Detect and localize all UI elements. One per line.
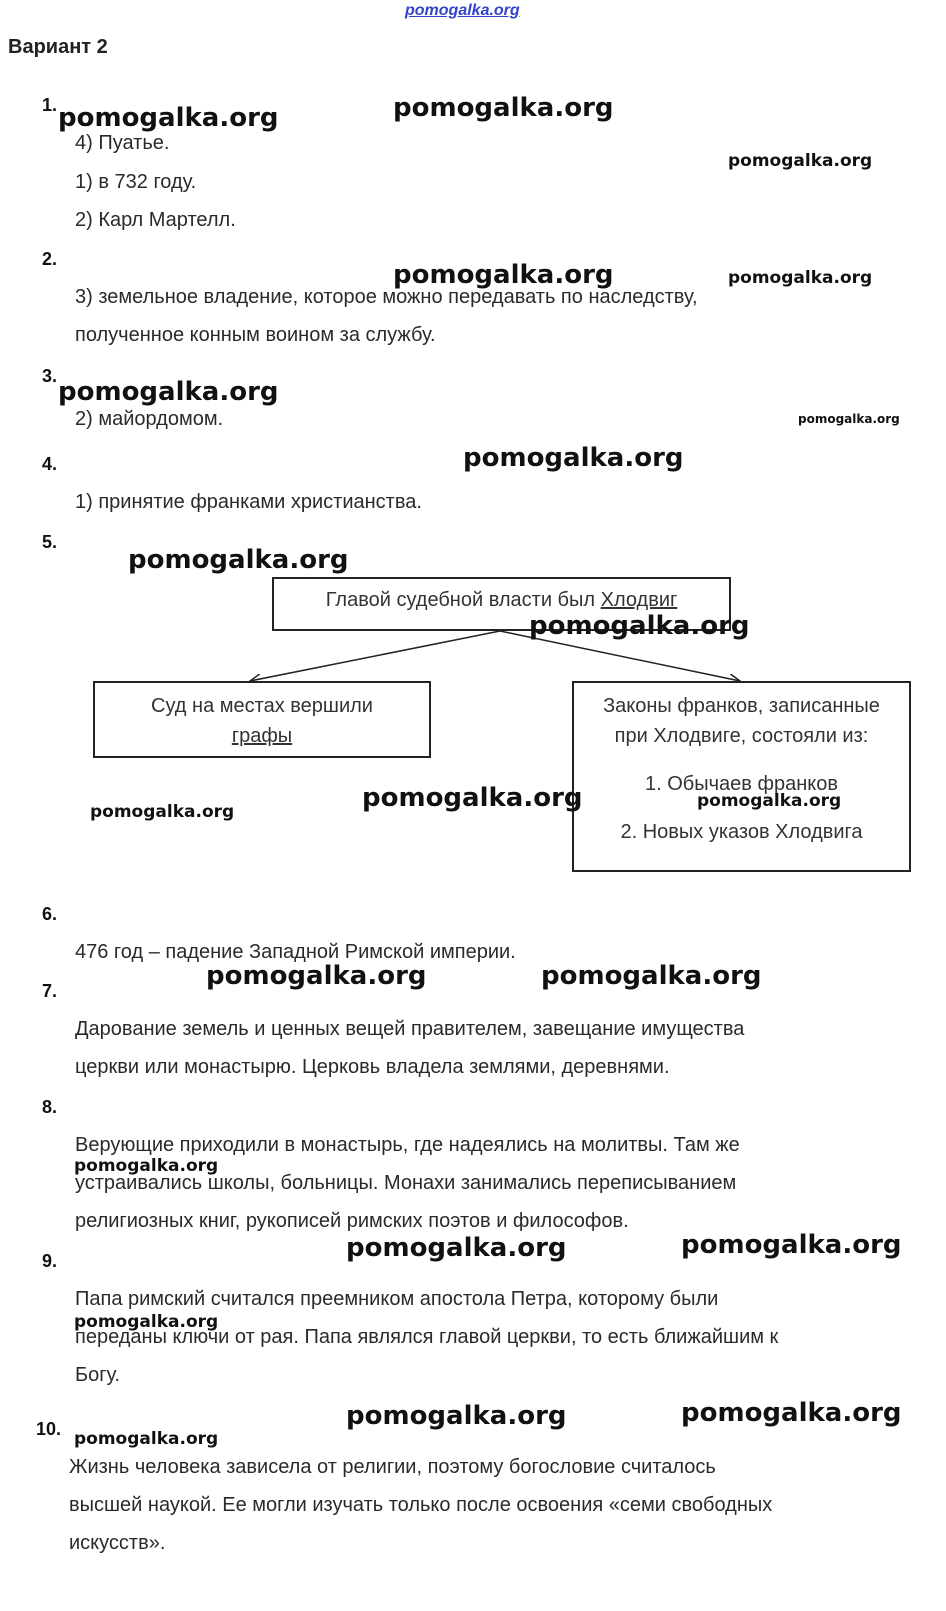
watermark: pomogalka.org <box>128 545 349 575</box>
answer-line: 476 год – падение Западной Римской империи. <box>75 941 516 963</box>
watermark: pomogalka.org <box>798 412 900 426</box>
diagram-right-box <box>572 681 911 872</box>
site-link[interactable]: pomogalka.org <box>405 2 520 19</box>
answer-line: высшей наукой. Ее могли изучать только после освоения «семи свободных <box>69 1494 773 1516</box>
question-number-5: 5. <box>42 532 58 552</box>
answer-line: полученное конным воином за службу. <box>75 324 436 346</box>
right-box-line: Законы франков, записанные <box>603 695 880 717</box>
watermark: pomogalka.org <box>58 103 279 133</box>
watermark: pomogalka.org <box>681 1398 902 1428</box>
watermark: pomogalka.org <box>541 961 762 991</box>
left-box-line: Суд на местах вершили <box>151 695 373 717</box>
question-number-9: 9. <box>42 1251 58 1271</box>
question-number-4: 4. <box>42 454 58 474</box>
question-number-10: 10. <box>36 1419 62 1439</box>
question-number-7: 7. <box>42 981 58 1001</box>
answer-line: 4) Пуатье. <box>75 132 170 154</box>
top-box-underlined: Хлодвиг <box>600 589 678 611</box>
answer-line: 1) принятие франками христианства. <box>75 491 422 513</box>
question-number-2: 2. <box>42 249 58 269</box>
watermark: pomogalka.org <box>681 1230 902 1260</box>
left-box-underlined: графы <box>231 725 293 747</box>
answer-line: 3) земельное владение, которое можно передавать по наследству, <box>75 286 698 308</box>
watermark: pomogalka.org <box>728 151 873 171</box>
answer-line: устраивались школы, больницы. Монахи занимались переписыванием <box>75 1172 737 1194</box>
watermark: pomogalka.org <box>463 443 684 473</box>
watermark: pomogalka.org <box>74 1429 219 1449</box>
watermark: pomogalka.org <box>728 268 873 288</box>
watermark: pomogalka.org <box>346 1401 567 1431</box>
arrow-to-left-box <box>250 631 500 681</box>
question-number-6: 6. <box>42 904 58 924</box>
watermark: pomogalka.org <box>529 611 750 641</box>
answer-line: Дарование земель и ценных вещей правителем, завещание имущества <box>75 1018 745 1040</box>
right-box-line: при Хлодвиге, состояли из: <box>614 725 869 747</box>
answer-line: Верующие приходили в монастырь, где надеялись на молитвы. Там же <box>75 1134 740 1156</box>
question-number-8: 8. <box>42 1097 58 1117</box>
answer-line: церкви или монастырю. Церковь владела землями, деревнями. <box>75 1056 670 1078</box>
right-box-item: 2. Новых указов Хлодвига <box>620 821 863 843</box>
watermark: pomogalka.org <box>74 1312 219 1332</box>
answer-line: Папа римский считался преемником апостола Петра, которому были <box>75 1288 719 1310</box>
answer-line: Жизнь человека зависела от религии, поэтому богословие считалось <box>69 1456 716 1478</box>
watermark: pomogalka.org <box>90 802 235 822</box>
watermark: pomogalka.org <box>697 791 842 811</box>
page-title: Вариант 2 <box>8 36 108 58</box>
watermark: pomogalka.org <box>58 377 279 407</box>
top-box-text: Главой судебной власти был <box>325 589 601 611</box>
watermark: pomogalka.org <box>362 783 583 813</box>
right-box-item: 1. Обычаев франков <box>645 773 838 795</box>
answer-line: искусств». <box>69 1532 166 1554</box>
watermark: pomogalka.org <box>74 1156 219 1176</box>
watermark: pomogalka.org <box>393 93 614 123</box>
question-number-3: 3. <box>42 366 58 386</box>
diagram-left-box <box>93 681 431 758</box>
watermark: pomogalka.org <box>206 961 427 991</box>
watermark: pomogalka.org <box>346 1233 567 1263</box>
answer-line: 2) майордомом. <box>75 408 224 430</box>
answer-line: религиозных книг, рукописей римских поэтов и философов. <box>75 1210 629 1232</box>
answer-line: переданы ключи от рая. Папа являлся главой церкви, то есть ближайшим к <box>75 1326 779 1348</box>
answer-line: 2) Карл Мартелл. <box>75 209 236 231</box>
answer-line: 1) в 732 году. <box>75 171 197 193</box>
question-number-1: 1. <box>42 95 58 115</box>
watermark: pomogalka.org <box>393 260 614 290</box>
answer-line: Богу. <box>75 1364 121 1386</box>
